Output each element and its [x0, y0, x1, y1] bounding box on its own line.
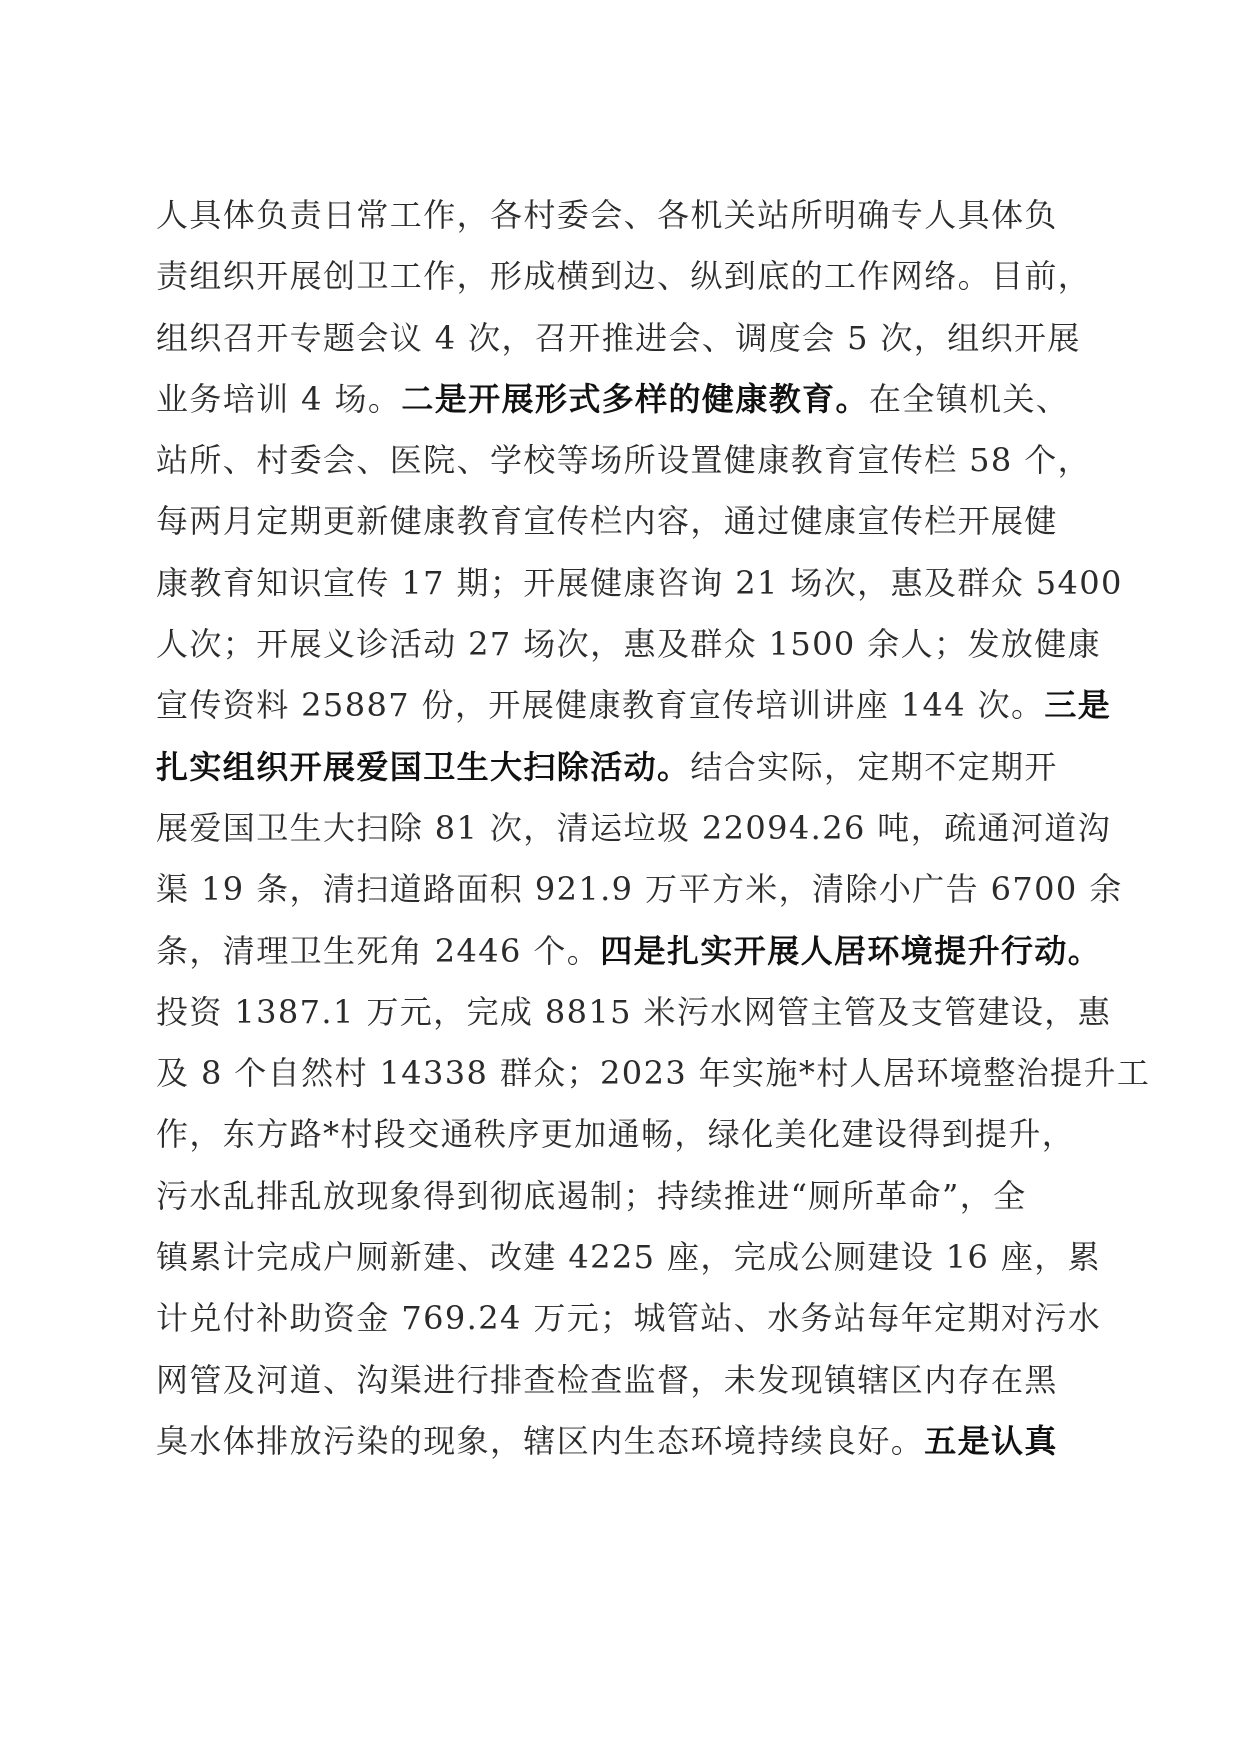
text-line: [156, 1104, 1086, 1165]
text-segment: 人次；开展义诊活动 27 场次，惠及群众 1500 余人；发放健康: [156, 625, 1102, 664]
text-line: [156, 1350, 1086, 1411]
text-segment: 臭水体排放污染的现象，辖区内生态环境持续良好。: [156, 1421, 925, 1460]
text-segment: 镇累计完成户厕新建、改建 4225 座，完成公厕建设 16 座，累: [156, 1238, 1102, 1277]
text-line: [156, 1166, 1086, 1227]
body-paragraph: [156, 185, 1151, 1472]
bold-heading-phrase: 三是: [1044, 686, 1112, 725]
bold-heading-phrase: 四是扎实开展人居环境提升行动。: [600, 931, 1102, 970]
text-segment: 条，清理卫生死角 2446 个。: [156, 931, 601, 970]
text-line: [156, 1043, 1151, 1104]
text-line: [156, 798, 1112, 859]
text-segment: 展爱国卫生大扫除 81 次，清运垃圾 22094.26 吨，疏通河道沟: [156, 808, 1112, 847]
text-line: [156, 614, 1102, 675]
text-line: [156, 921, 1102, 982]
text-segment: 及 8 个自然村 14338 群众；2023 年实施*村人居环境整治提升工: [156, 1054, 1151, 1093]
text-segment: 作，东方路*村段交通秩序更加通畅，绿化美化建设得到提升，: [156, 1115, 1076, 1154]
text-segment: 渠 19 条，清扫道路面积 921.9 万平方米，清除小广告 6700 余: [156, 870, 1123, 909]
text-line: [156, 308, 1086, 369]
text-line: [156, 1227, 1102, 1288]
text-line: [156, 246, 1092, 307]
text-segment: 业务培训 4 场。: [156, 379, 402, 418]
text-segment: 在全镇机关、: [868, 379, 1070, 418]
text-segment: 组织召开专题会议 4 次，召开推进会、调度会 5 次，组织开展: [156, 318, 1081, 357]
text-line: [156, 737, 1086, 798]
text-line: [156, 859, 1123, 920]
text-segment: 污水乱排乱放现象得到彻底遏制；持续推进“厕所革命”，全: [156, 1176, 1027, 1215]
text-line: [156, 553, 1123, 614]
text-line: [156, 185, 1086, 246]
text-segment: 计兑付补助资金 769.24 万元；城管站、水务站每年定期对污水: [156, 1299, 1102, 1338]
text-line: [156, 430, 1092, 491]
bold-heading-phrase: 扎实组织开展爱国卫生大扫除活动。: [156, 747, 691, 786]
bold-heading-phrase: 五是认真: [924, 1421, 1058, 1460]
text-segment: 站所、村委会、医院、学校等场所设置健康教育宣传栏 58 个，: [156, 441, 1092, 480]
text-line: [156, 1288, 1102, 1349]
text-segment: 结合实际，定期不定期开: [690, 747, 1058, 786]
text-segment: 宣传资料 25887 份，开展健康教育宣传培训讲座 144 次。: [156, 686, 1045, 725]
bold-heading-phrase: 二是开展形式多样的健康教育。: [401, 379, 869, 418]
text-line: [156, 982, 1112, 1043]
text-segment: 人具体负责日常工作，各村委会、各机关站所明确专人具体负: [156, 196, 1058, 234]
text-line: [156, 1411, 1086, 1472]
text-segment: 每两月定期更新健康教育宣传栏内容，通过健康宣传栏开展健: [156, 502, 1058, 541]
text-segment: 康教育知识宣传 17 期；开展健康咨询 21 场次，惠及群众 5400: [156, 563, 1123, 602]
text-line: [156, 491, 1086, 552]
text-segment: 投资 1387.1 万元，完成 8815 米污水网管主管及支管建设，惠: [156, 992, 1112, 1031]
text-segment: 责组织开展创卫工作，形成横到边、纵到底的工作网络。目前，: [156, 257, 1092, 296]
text-segment: 网管及河道、沟渠进行排查检查监督，未发现镇辖区内存在黑: [156, 1360, 1058, 1399]
text-line: [156, 675, 1112, 736]
text-line: [156, 369, 1086, 430]
